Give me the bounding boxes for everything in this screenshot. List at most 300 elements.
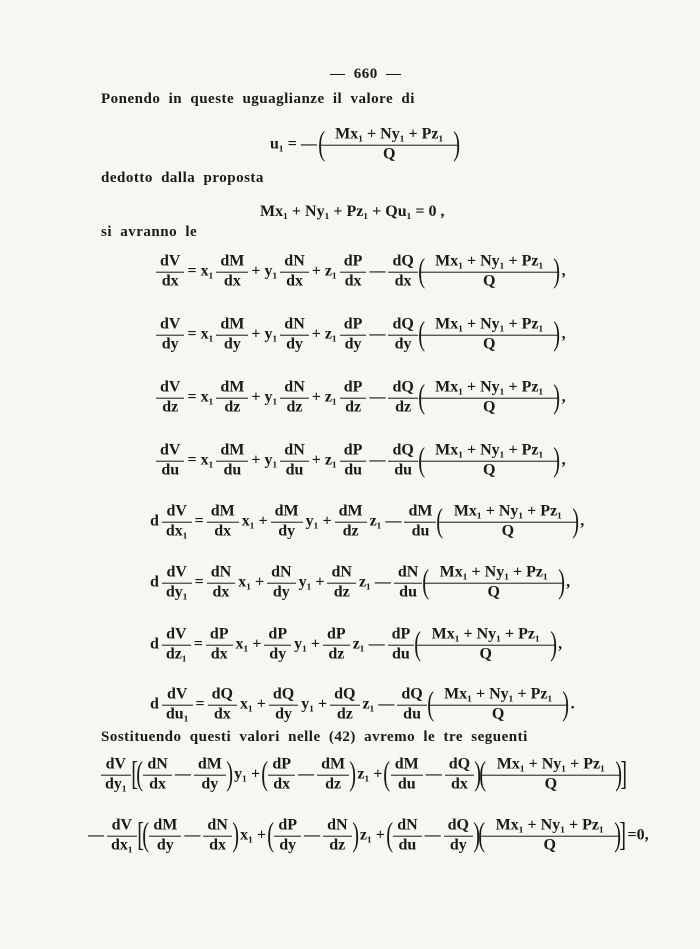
bracket: ( [418, 442, 425, 479]
denominator: du [388, 461, 417, 480]
equation-term: , [566, 574, 571, 591]
denominator: du [280, 461, 308, 480]
equation-term: = x₁ [187, 326, 214, 343]
equation-term: — [369, 389, 386, 406]
fraction [266, 627, 289, 664]
fraction [103, 757, 129, 794]
fraction [406, 504, 434, 541]
denominator: Q [419, 335, 559, 354]
fraction [446, 504, 570, 541]
denominator: du [394, 583, 422, 602]
bracket: ) [453, 126, 461, 163]
numerator: dQ [448, 755, 471, 773]
fraction [342, 443, 365, 480]
numerator: dQ [211, 685, 233, 703]
denominator: dz [323, 836, 351, 855]
bracket: [ [136, 817, 144, 854]
denominator: dy₁ [101, 775, 131, 794]
denominator: du₁ [162, 705, 193, 724]
bracket: ( [427, 686, 434, 723]
numerator: dV [166, 563, 187, 581]
equation-row [148, 687, 577, 724]
equation-term: + y₁ [251, 389, 278, 406]
denominator: dy [444, 836, 473, 855]
numerator: dQ [392, 315, 414, 333]
equation-row [155, 380, 568, 417]
fraction [427, 380, 551, 417]
bracket: ( [418, 379, 425, 416]
numerator: dP [278, 816, 298, 834]
equation-term: x₁ + [241, 513, 268, 530]
equation-term: Mx₁ + Ny₁ + Pz₁ + Qu₁ = 0 , [260, 203, 445, 220]
fraction [329, 565, 353, 602]
numerator: dM [220, 441, 245, 459]
fraction [109, 818, 135, 855]
numerator: dP [268, 625, 288, 643]
fraction [396, 565, 420, 602]
equation-term: u₁ = — [270, 136, 317, 153]
bracket: ( [418, 253, 425, 290]
bracket: [ [130, 756, 138, 793]
denominator: Q [438, 522, 578, 541]
equation-term: z₁ + [357, 766, 383, 783]
denominator: dx [216, 272, 248, 291]
numerator: dV [166, 625, 187, 643]
fraction [158, 254, 182, 291]
denominator: dz [388, 398, 417, 417]
fraction [196, 757, 224, 794]
equation-term: d [150, 574, 159, 591]
equation-term: y₁ + [294, 636, 321, 653]
denominator: dx₁ [107, 836, 137, 855]
denominator: Q [416, 645, 556, 664]
fraction [332, 687, 357, 724]
numerator: dP [391, 625, 411, 643]
paragraph-dedotto: dedotto dalla proposta [101, 170, 264, 186]
numerator: dN [284, 378, 305, 396]
numerator: dM [321, 755, 346, 773]
equation-term: — [369, 263, 386, 280]
numerator: dN [284, 252, 305, 270]
denominator: dy [340, 335, 367, 354]
bracket: ( [383, 756, 391, 793]
fraction [158, 317, 182, 354]
page-number: — 660 — [330, 66, 402, 82]
equation-term: , [561, 452, 566, 469]
equation-term: + y₁ [251, 263, 278, 280]
paragraph-ponendo: Ponendo in queste uguaglianze il valore di [101, 91, 415, 107]
bracket: ( [267, 817, 275, 854]
equation-row [155, 443, 568, 480]
equation-term: + z₁ [311, 389, 337, 406]
numerator: dP [343, 315, 363, 333]
equation-term: z₁ — [358, 574, 391, 591]
bracket: ( [436, 503, 444, 540]
numerator: dQ [392, 378, 414, 396]
equation-term: . [570, 696, 575, 713]
numerator: dQ [272, 685, 295, 703]
denominator: Q [319, 145, 459, 164]
fraction [208, 627, 231, 664]
equation-term: — [174, 766, 191, 783]
denominator: dz [156, 398, 184, 417]
fraction [319, 757, 347, 794]
equation-term: z₁ + [359, 827, 385, 844]
equation-term: d [150, 636, 159, 653]
numerator: dV [166, 685, 188, 703]
numerator: dV [160, 252, 181, 270]
equation-row [155, 254, 568, 291]
fraction [218, 317, 246, 354]
denominator: du [391, 775, 423, 794]
denominator: dx [445, 775, 474, 794]
numerator: dN [147, 755, 168, 773]
numerator: dQ [392, 252, 414, 270]
denominator: du [340, 461, 367, 480]
numerator: dN [327, 816, 348, 834]
numerator: dV [160, 378, 181, 396]
denominator: dz [327, 583, 355, 602]
fraction [488, 818, 612, 855]
denominator: Q [419, 272, 559, 291]
numerator: dV [160, 441, 181, 459]
equation-term: =0, [627, 827, 649, 844]
numerator: Mx₁ + Ny₁ + Pz₁ [453, 502, 562, 520]
denominator: dz [335, 522, 367, 541]
fraction [164, 565, 190, 602]
bracket: ( [418, 316, 425, 353]
denominator: dy [274, 836, 301, 855]
numerator: dN [397, 563, 419, 581]
numerator: dN [271, 563, 292, 581]
denominator: du [397, 705, 426, 724]
fraction [325, 627, 348, 664]
denominator: dz₁ [162, 645, 191, 664]
fraction [395, 818, 419, 855]
denominator: dx [206, 645, 233, 664]
numerator: dV [166, 502, 187, 520]
denominator: dy [269, 705, 298, 724]
denominator: dx [143, 775, 171, 794]
equation-term: = x₁ [187, 389, 214, 406]
denominator: dz [216, 398, 248, 417]
fraction [218, 254, 246, 291]
denominator: Q [419, 398, 559, 417]
numerator: Mx₁ + Ny₁ + Pz₁ [335, 125, 444, 143]
fraction [158, 380, 182, 417]
paragraph-sostituendo: Sostituendo questi valori nelle (42) avremo le tre seguenti [101, 729, 528, 745]
fraction [164, 627, 189, 664]
denominator: du [388, 645, 415, 664]
numerator: dM [197, 755, 222, 773]
equation-term: — [184, 827, 201, 844]
equation-row [268, 127, 460, 164]
fraction [447, 757, 472, 794]
bracket: ) [614, 817, 621, 854]
numerator: Mx₁ + Ny₁ + Pz₁ [435, 252, 544, 270]
bracket: ( [414, 626, 422, 663]
equation-term: = [194, 513, 204, 530]
equation-term: y₁ + [298, 574, 325, 591]
fraction [325, 818, 349, 855]
equation-term: x₁ + [238, 574, 265, 591]
bracket: ) [553, 316, 561, 353]
fraction [164, 504, 190, 541]
equation-term: + z₁ [311, 326, 337, 343]
denominator: dx [207, 583, 235, 602]
numerator: dN [207, 816, 228, 834]
equation-term: — [425, 766, 442, 783]
denominator: dy [149, 836, 181, 855]
fraction [390, 380, 415, 417]
equation-row [86, 818, 651, 855]
fraction [342, 254, 365, 291]
fraction [282, 317, 306, 354]
equation-term: z₁ — [352, 636, 385, 653]
numerator: dM [220, 315, 245, 333]
equation-term: = x₁ [187, 452, 214, 469]
fraction [209, 504, 237, 541]
denominator: dx [388, 272, 417, 291]
fraction [151, 818, 179, 855]
numerator: dQ [401, 685, 423, 703]
fraction [271, 687, 296, 724]
fraction [342, 380, 365, 417]
numerator: Mx₁ + Ny₁ + Pz₁ [495, 816, 604, 834]
equation-term: — [369, 452, 386, 469]
equation-term: y₁ + [234, 766, 261, 783]
equation-term: d [150, 696, 159, 713]
numerator: Mx₁ + Ny₁ + Pz₁ [435, 378, 544, 396]
bracket: ] [619, 817, 627, 854]
fraction [427, 317, 551, 354]
numerator: dM [408, 502, 433, 520]
equation-term: , [558, 636, 563, 653]
numerator: dV [111, 816, 133, 834]
bracket: ( [478, 817, 486, 854]
equation-term: z₁ — [369, 513, 402, 530]
numerator: Mx₁ + Ny₁ + Pz₁ [496, 755, 605, 773]
denominator: Q [481, 775, 621, 794]
equation-term: — [424, 827, 441, 844]
fraction [446, 818, 471, 855]
denominator: dx [207, 522, 239, 541]
equation-term: , [561, 263, 566, 280]
denominator: dy [271, 522, 303, 541]
fraction [390, 627, 413, 664]
numerator: dP [343, 252, 363, 270]
equation-term: = [194, 574, 204, 591]
denominator: Q [419, 461, 559, 480]
numerator: Mx₁ + Ny₁ + Pz₁ [435, 441, 544, 459]
denominator: dx₁ [162, 522, 192, 541]
fraction [436, 687, 560, 724]
denominator: dy [264, 645, 291, 664]
bracket: ( [386, 817, 393, 854]
fraction [327, 127, 451, 164]
denominator: dx [203, 836, 231, 855]
equation-term: — [304, 827, 321, 844]
equation-term: + z₁ [311, 452, 337, 469]
bracket: ( [136, 756, 144, 793]
equation-term: — [369, 326, 386, 343]
equation-row [258, 203, 447, 221]
equation-term: z₁ — [362, 696, 395, 713]
equation-term: x₁ + [239, 696, 266, 713]
bracket: ( [422, 564, 430, 601]
numerator: dN [397, 816, 418, 834]
equation-term: — [298, 766, 315, 783]
numerator: dP [327, 625, 346, 643]
fraction [427, 443, 551, 480]
fraction [210, 687, 235, 724]
denominator: dx [280, 272, 308, 291]
fraction [270, 757, 293, 794]
fraction [342, 317, 365, 354]
numerator: dP [272, 755, 292, 773]
fraction [158, 443, 182, 480]
fraction [273, 504, 301, 541]
denominator: dz [330, 705, 359, 724]
equation-row [155, 317, 568, 354]
bracket: ( [479, 756, 487, 793]
fraction [390, 317, 415, 354]
fraction [205, 818, 229, 855]
bracket: ) [572, 503, 580, 540]
bracket: ) [232, 817, 239, 854]
numerator: dM [220, 378, 245, 396]
numerator: Mx₁ + Ny₁ + Pz₁ [444, 685, 553, 703]
fraction [282, 443, 306, 480]
numerator: dP [343, 378, 363, 396]
denominator: dy [267, 583, 295, 602]
fraction [282, 380, 306, 417]
fraction [393, 757, 421, 794]
fraction [427, 254, 551, 291]
equation-term: , [580, 513, 585, 530]
denominator: dy [388, 335, 417, 354]
denominator: du [404, 522, 436, 541]
equation-term: + y₁ [251, 326, 278, 343]
bracket: ( [318, 126, 325, 163]
equation-term: = x₁ [187, 263, 214, 280]
fraction [390, 443, 415, 480]
bracket: ) [351, 817, 359, 854]
denominator: du [393, 836, 421, 855]
fraction [145, 757, 169, 794]
numerator: dM [394, 755, 419, 773]
fraction [164, 687, 191, 724]
bracket: ) [553, 379, 561, 416]
numerator: dQ [392, 441, 414, 459]
bracket: ) [474, 756, 482, 793]
equation-row [148, 565, 572, 602]
equation-term: = [193, 636, 203, 653]
bracket: ) [553, 442, 561, 479]
fraction [218, 380, 246, 417]
denominator: Q [424, 583, 564, 602]
denominator: dz [340, 398, 367, 417]
fraction [218, 443, 246, 480]
numerator: dN [284, 441, 305, 459]
equation-term: , [561, 326, 566, 343]
denominator: dy [216, 335, 248, 354]
equation-row [148, 627, 564, 664]
denominator: dy₁ [162, 583, 192, 602]
denominator: dx [340, 272, 367, 291]
bracket: ) [550, 626, 557, 663]
numerator: dQ [334, 685, 356, 703]
denominator: du [156, 461, 184, 480]
equation-row [148, 504, 586, 541]
paragraph-si-avranno: si avranno le [101, 224, 198, 240]
equation-term: y₁ + [301, 696, 328, 713]
numerator: dP [209, 625, 229, 643]
equation-term: x₁ + [235, 636, 262, 653]
numerator: dN [210, 563, 232, 581]
bracket: ) [553, 253, 561, 290]
denominator: Q [480, 836, 620, 855]
denominator: dx [208, 705, 237, 724]
denominator: dy [280, 335, 308, 354]
numerator: dM [338, 502, 363, 520]
fraction [424, 627, 548, 664]
bracket: ) [562, 686, 570, 723]
denominator: dx [156, 272, 184, 291]
numerator: dV [105, 755, 127, 773]
numerator: Mx₁ + Ny₁ + Pz₁ [435, 315, 544, 333]
numerator: dM [220, 252, 245, 270]
equation-term: x₁ + [240, 827, 267, 844]
numerator: dV [160, 315, 181, 333]
equation-row [100, 757, 627, 794]
numerator: dQ [447, 816, 469, 834]
denominator: du [216, 461, 248, 480]
bracket: ) [558, 564, 565, 601]
fraction [489, 757, 613, 794]
numerator: dN [284, 315, 305, 333]
denominator: dz [280, 398, 308, 417]
equation-term: — [88, 827, 104, 844]
numerator: dN [331, 563, 352, 581]
fraction [337, 504, 365, 541]
bracket: ) [473, 817, 481, 854]
fraction [282, 254, 306, 291]
fraction [390, 254, 415, 291]
equation-term: = [195, 696, 205, 713]
numerator: dM [274, 502, 299, 520]
denominator: Q [428, 705, 568, 724]
denominator: dy [156, 335, 184, 354]
fraction [209, 565, 233, 602]
bracket: ) [349, 756, 357, 793]
denominator: dz [323, 645, 350, 664]
numerator: Mx₁ + Ny₁ + Pz₁ [431, 625, 540, 643]
denominator: dy [194, 775, 226, 794]
equation-term: , [561, 389, 566, 406]
numerator: dM [210, 502, 235, 520]
numerator: dM [153, 816, 178, 834]
fraction [269, 565, 293, 602]
numerator: Mx₁ + Ny₁ + Pz₁ [439, 563, 548, 581]
denominator: dz [317, 775, 349, 794]
fraction [432, 565, 556, 602]
equation-term: + y₁ [251, 452, 278, 469]
equation-term: + z₁ [311, 263, 337, 280]
numerator: dP [343, 441, 363, 459]
fraction [276, 818, 299, 855]
bracket: ] [620, 756, 628, 793]
